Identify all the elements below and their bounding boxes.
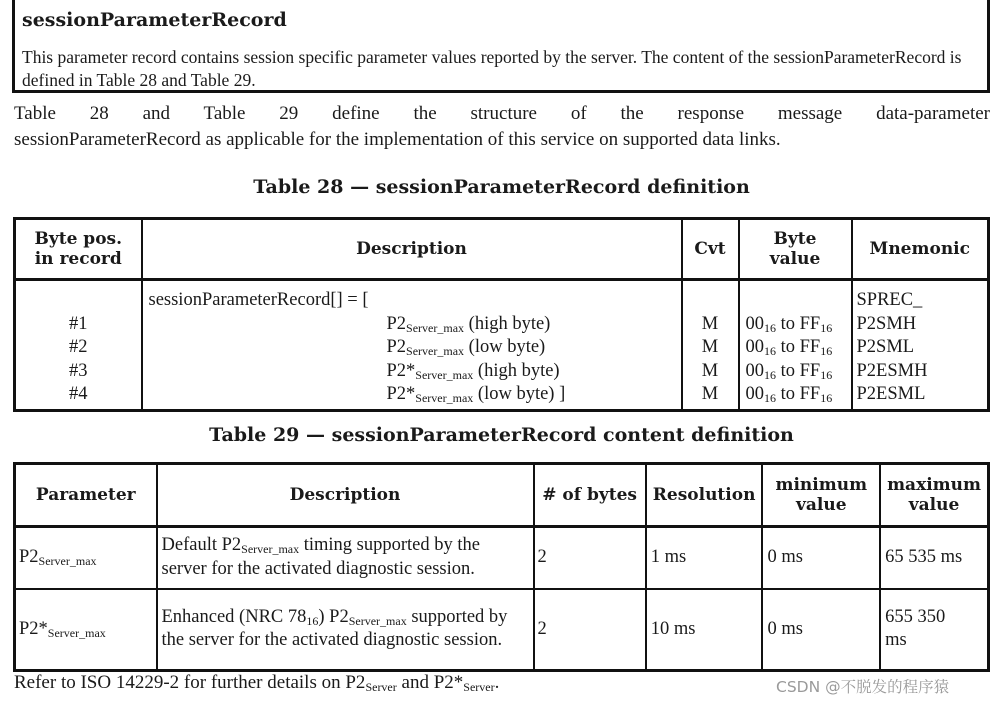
header-min: minimum value <box>762 464 880 527</box>
byte-pos-cell: #1 #2 #3 #4 <box>15 280 142 411</box>
table-row <box>15 589 989 671</box>
table-28-body-row <box>15 280 989 411</box>
max-cell: 65 535 ms <box>880 527 988 589</box>
resolution-cell: 1 ms <box>646 527 763 589</box>
max-cell: 655 350 ms <box>880 589 988 671</box>
param-cell: $P2*_{Server\_max}$ <box>15 589 157 671</box>
intro-line-2: sessionParameterRecord as applicable for the implementation of this service on supported data links. <box>14 129 781 150</box>
record-item: $P2_{Server\_max}$ (low byte) <box>386 337 546 358</box>
min-cell: 0 ms <box>762 527 880 589</box>
header-parameter: Parameter <box>15 464 157 527</box>
param-cell: $P2_{Server\_max}$ <box>15 527 157 589</box>
record-open: sessionParameterRecord[] = [ <box>148 290 369 310</box>
header-resolution: Resolution <box>646 464 763 527</box>
table-row <box>15 527 989 589</box>
desc-cell: Enhanced (NRC $78_{16}$) $P2_{Server\_max}$ supported by the server for the activated diagnostic session. <box>157 589 534 671</box>
header-description: Description <box>157 464 534 527</box>
header-max: maximum value <box>880 464 988 527</box>
table-29-caption: Table 29 — sessionParameterRecord content definition <box>209 424 794 446</box>
header-description: Description <box>142 219 682 280</box>
table-29 <box>13 462 990 672</box>
min-cell: 0 ms <box>762 589 880 671</box>
footer-note: Refer to ISO 14229-2 for further details on $P2_{Server}$ and $P2*_{Server}$. <box>14 672 500 694</box>
bytes-cell: 2 <box>534 589 646 671</box>
table-28 <box>13 217 990 412</box>
header-cvt: Cvt <box>682 219 739 280</box>
cvt-cell: M M M M <box>682 280 739 411</box>
header-byte-value: Byte value <box>739 219 852 280</box>
record-item: $P2_{Server\_max}$ (high byte) <box>386 313 551 335</box>
header-bytes: # of bytes <box>534 464 646 527</box>
table-29-header-row <box>15 464 989 527</box>
definition-body: This parameter record contains session specific parameter values reported by the server. The content of the sessionParameterRecord is defined in Table 28 and Table 29. <box>22 47 962 90</box>
desc-cell: Default $P2_{Server\_max}$ timing supported by the server for the activated diagnostic session. <box>157 527 534 589</box>
table-28-caption: Table 28 — sessionParameterRecord definition <box>253 176 750 198</box>
description-cell <box>142 280 682 411</box>
header-mnemonic: Mnemonic <box>852 219 989 280</box>
resolution-cell: 10 ms <box>646 589 763 671</box>
table-28-header-row <box>15 219 989 280</box>
mnemonic-cell: SPREC_ P2SMH P2SML P2ESMH P2ESML <box>852 280 989 411</box>
header-byte-pos: Byte pos. in record <box>15 219 142 280</box>
definition-box <box>12 0 990 93</box>
record-item: $P2*_{Server\_max}$ (low byte) ] <box>386 384 566 405</box>
definition-title: sessionParameterRecord <box>22 9 287 31</box>
record-item: $P2*_{Server\_max}$ (high byte) <box>386 360 560 382</box>
watermark: CSDN @不脱发的程序猿 <box>776 678 950 696</box>
byte-value-cell: $00_{16}$ to $FF_{16}$ $00_{16}$ to $FF_{16}$ $00_{16}$ to $FF_{16}$ $00_{16}$ to $FF_{16}$ <box>739 280 852 411</box>
intro-paragraph <box>14 101 990 153</box>
intro-line-1: Table 28 and Table 29 define the structure of the response message data-parameter <box>14 103 990 124</box>
bytes-cell: 2 <box>534 527 646 589</box>
